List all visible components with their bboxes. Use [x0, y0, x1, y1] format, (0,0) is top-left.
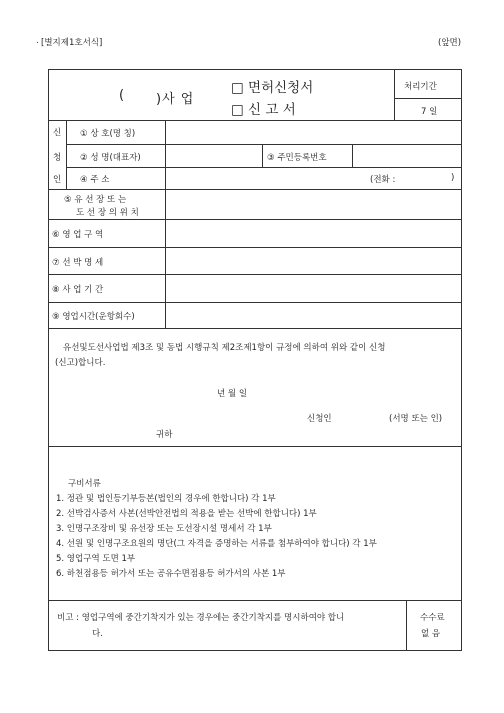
applicant-signature-label: 신청인	[307, 414, 332, 424]
name-label: ② 성 명(대표자)	[80, 153, 141, 163]
frame-right	[461, 69, 462, 651]
title-divider	[394, 69, 395, 120]
title-option-license: □ 면허신청서	[231, 80, 314, 96]
row-line	[48, 189, 462, 190]
fee-col-line	[406, 600, 407, 650]
applicant-char: 신	[53, 128, 62, 138]
phone-label: (전화 :	[370, 175, 396, 185]
title-option-report: □ 신 고 서	[231, 102, 296, 118]
row-line	[48, 600, 462, 601]
signature-note: (서명 또는 인)	[389, 414, 443, 424]
document-item: 5. 영업구역 도면 1부	[56, 554, 136, 564]
declaration-text-2: (신고)합니다.	[55, 358, 106, 368]
fee-value: 없 음	[421, 629, 441, 639]
phone-close: )	[451, 173, 455, 183]
remarks-text-2: 다.	[92, 629, 103, 639]
frame-bottom	[48, 650, 462, 651]
addressee: 귀하	[156, 430, 173, 440]
document-item: 3. 인명구조장비 및 유선장 또는 도선장시설 명세서 각 1부	[56, 524, 272, 534]
processing-label: 처리기간	[404, 82, 437, 92]
row-line	[48, 247, 462, 248]
row-line	[48, 219, 462, 220]
vessel-name-label: ⑦ 선 박 명 세	[52, 258, 104, 268]
frame-left	[48, 69, 49, 651]
trade-name-label: ① 상 호(명 칭)	[80, 129, 136, 139]
documents-heading: 구비서류	[68, 479, 101, 489]
name-col-line	[262, 144, 263, 167]
applicant-char: 청	[53, 153, 62, 163]
dock-location-label-1: ⑤ 유 선 장 또 는	[64, 195, 127, 205]
label-col-line	[165, 120, 166, 328]
document-item: 6. 하천점용등 허가서 또는 공유수면점용등 허가서의 사본 1부	[56, 569, 286, 579]
applicant-col-line	[66, 120, 67, 189]
business-area-label: ⑥ 영 업 구 역	[52, 230, 104, 240]
page-side-label: (앞면)	[438, 38, 462, 48]
resident-col-line	[352, 144, 353, 167]
business-period-label: ⑧ 사 업 기 간	[52, 285, 104, 295]
row-line	[48, 328, 462, 329]
row-line	[48, 302, 462, 303]
declaration-text-1: 유선및도선사업법 제3조 및 동법 시행규칙 제2조제1항이 규정에 의하여 위와 같이 신청	[63, 343, 386, 353]
processing-value: 7 일	[421, 107, 438, 117]
business-hours-label: ⑨ 영업시간(운항회수)	[52, 312, 135, 322]
document-item: 1. 정관 및 법인등기부등본(법인의 경우에 한합니다) 각 1부	[56, 494, 276, 504]
row-line	[48, 120, 462, 121]
document-item: 4. 선원 및 인명구조요원의 명단(그 자격을 증명하는 서류를 첨부하여야 합니다) 각 1부	[56, 539, 377, 549]
title-prefix: (	[119, 88, 125, 103]
document-item: 2. 선박검사증서 사본(선박안전법의 적용을 받는 선박에 한합니다) 1부	[56, 509, 317, 519]
row-line	[66, 167, 462, 168]
resident-no-label: ③ 주민등록번호	[267, 153, 327, 163]
row-line	[48, 274, 462, 275]
form-id: [별지제1호서식]	[41, 38, 103, 48]
bullet-dot: .	[36, 36, 39, 46]
applicant-char: 인	[53, 175, 62, 185]
remarks-text-1: 비고 : 영업구역에 중간기착지가 있는 경우에는 중간기착지를 명시하여야 합니	[57, 613, 345, 623]
declaration-date: 년 월 일	[217, 389, 248, 399]
row-line	[48, 446, 462, 447]
title-business: )사 업	[156, 92, 195, 107]
row-line	[66, 144, 462, 145]
fee-label: 수수료	[420, 613, 445, 623]
processing-divider	[394, 98, 462, 99]
address-label: ④ 주 소	[80, 175, 110, 185]
frame-top	[48, 69, 462, 70]
dock-location-label-2: 도 선 장 의 위 치	[76, 208, 139, 218]
